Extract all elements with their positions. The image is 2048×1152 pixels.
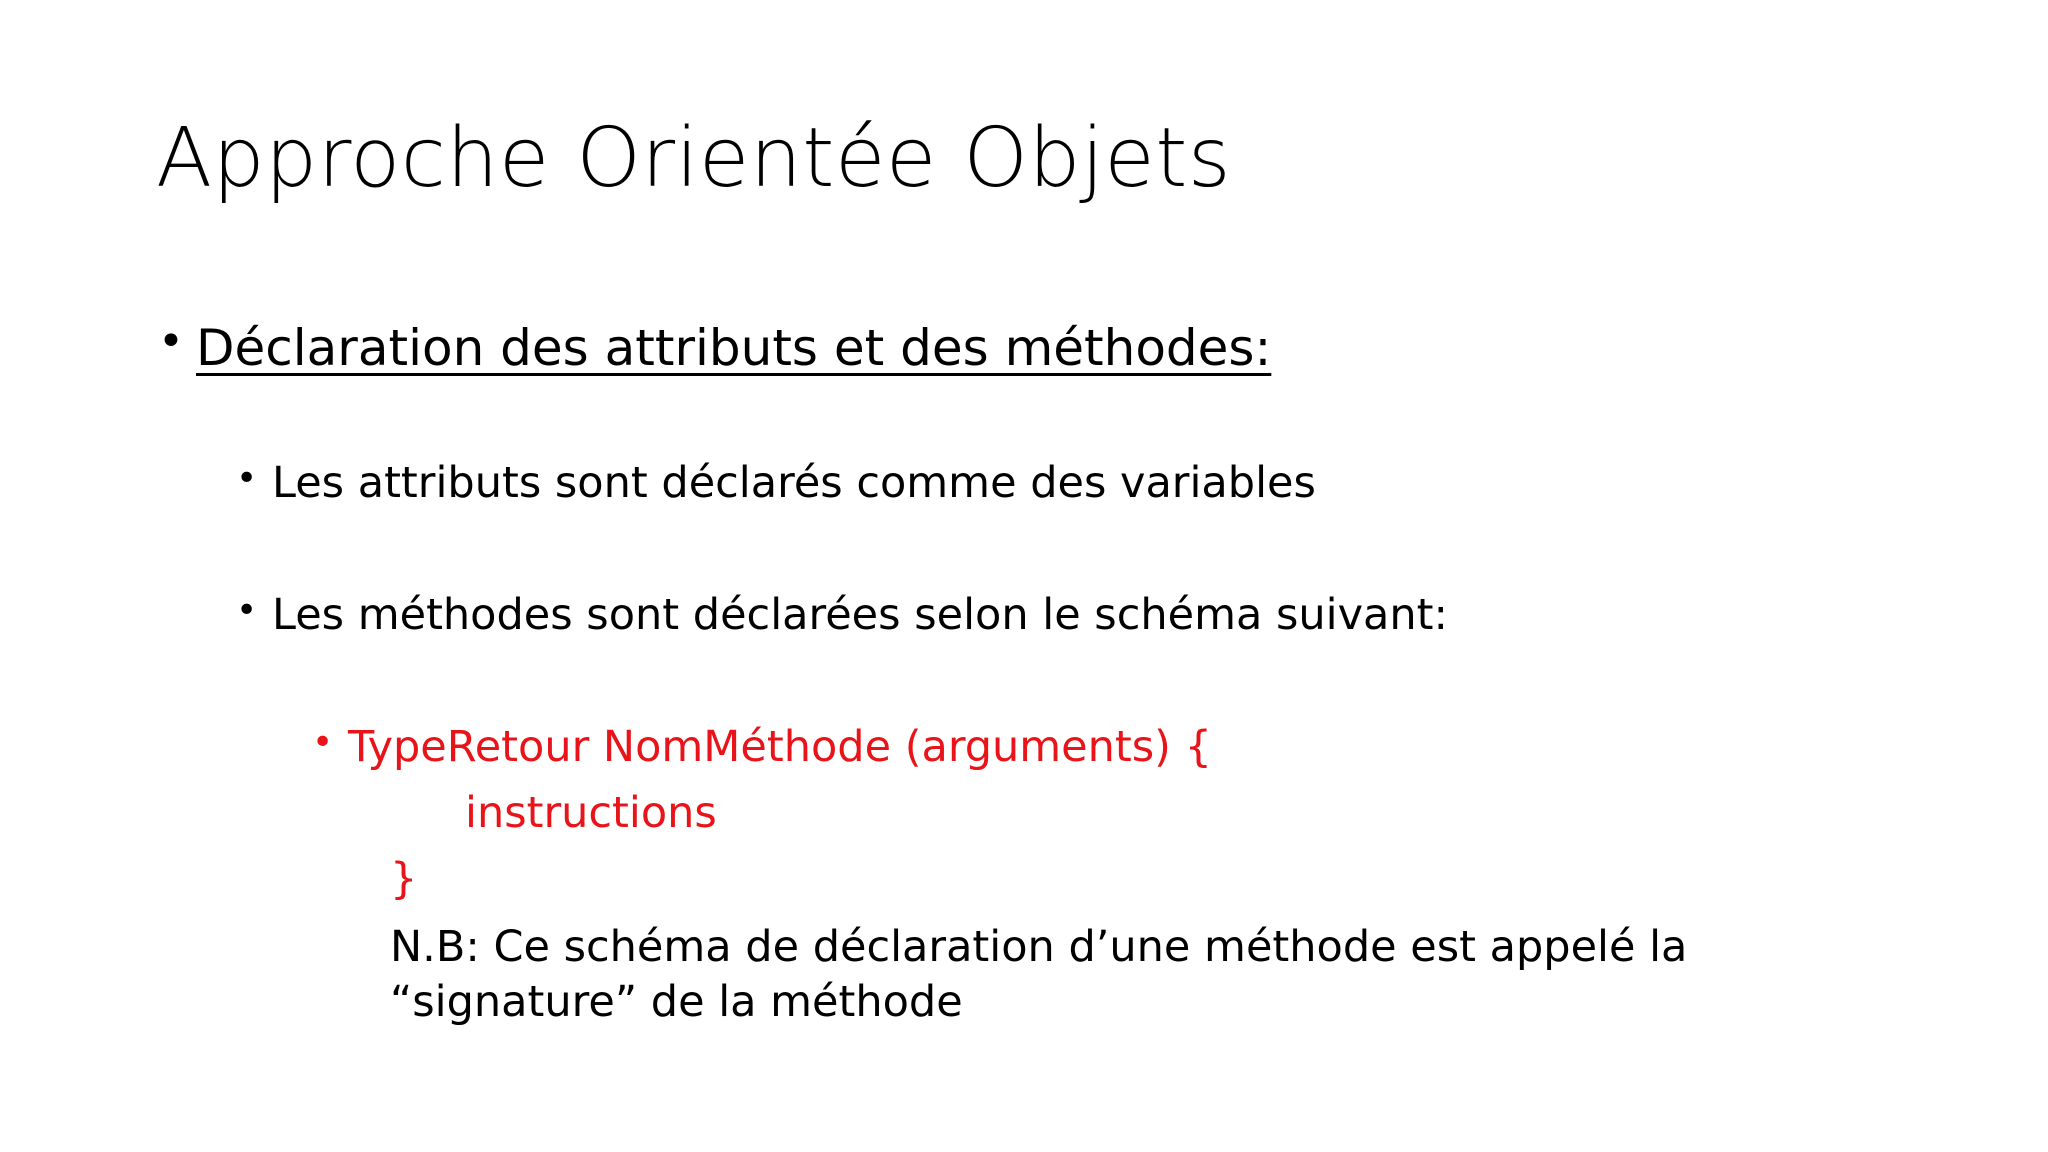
slide-title: Approche Orientée Objets [156, 111, 1232, 206]
bullet-icon: • [158, 316, 184, 367]
list-item-methods [236, 590, 1448, 642]
section-heading-item [158, 318, 1271, 378]
list-item-text: Les méthodes sont déclarées selon le schéma suivant: [272, 590, 1448, 640]
bullet-icon: • [312, 722, 334, 763]
signature-line-3: } [390, 854, 418, 904]
list-item-text: Les attributs sont déclarés comme des variables [272, 458, 1316, 508]
signature-line-2: instructions [465, 788, 717, 838]
bullet-icon: • [236, 458, 258, 499]
signature-line-1: TypeRetour NomMéthode (arguments) { [348, 722, 1212, 772]
bullet-icon: • [236, 590, 258, 631]
list-item-attributes [236, 458, 1316, 510]
signature-item [312, 722, 1212, 774]
section-heading: Déclaration des attributs et des méthodes: [196, 319, 1272, 377]
note-text: N.B: Ce schéma de déclaration d’une méthode est appelé la “signature” de la méthode [390, 922, 1688, 1028]
